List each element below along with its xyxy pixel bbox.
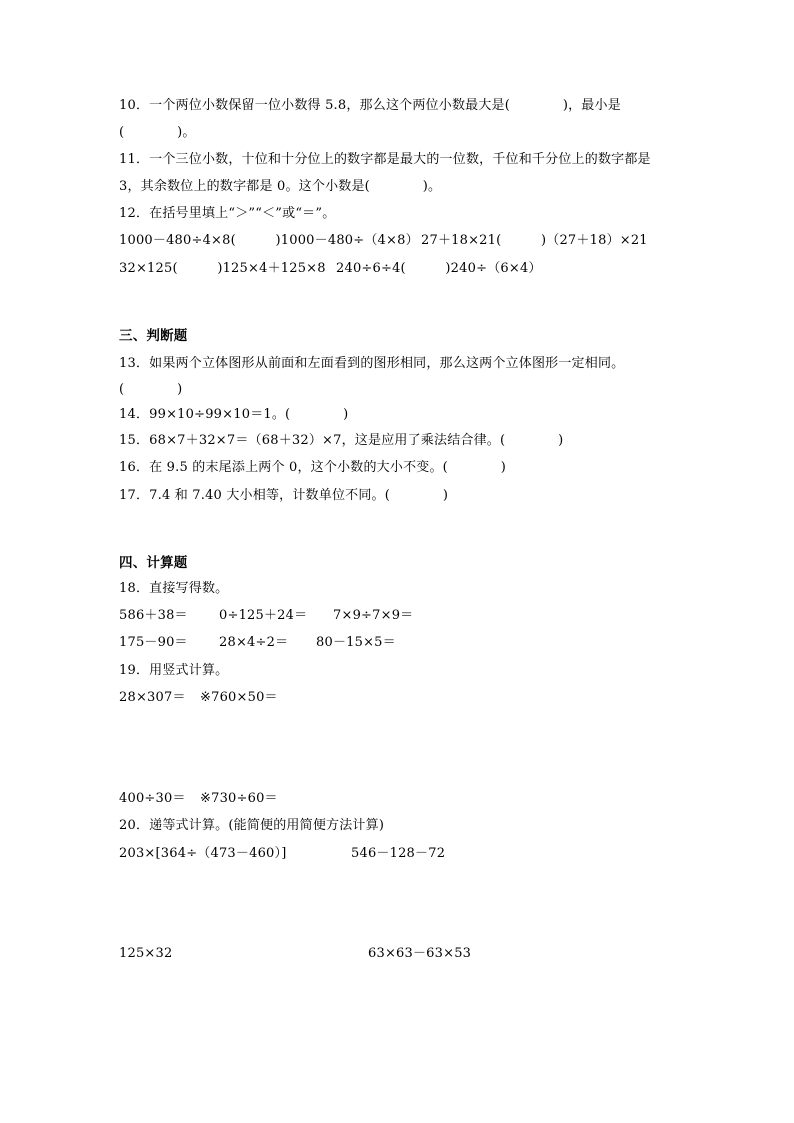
q20-item: 546－128－72 xyxy=(351,846,446,861)
section4-heading: 四、计算题 xyxy=(119,555,188,571)
q13-line2: ( ) xyxy=(119,382,183,397)
q11-line2: 3，其余数位上的数字都是 0。这个小数是( )。 xyxy=(119,179,442,194)
q20-title: 20．递等式计算。(能简便的用简便方法计算) xyxy=(119,818,385,833)
q13-line1: 13．如果两个立体图形从前面和左面看到的图形相同，那么这两个立体图形一定相同。 xyxy=(119,356,625,371)
q18-item: 175－90＝ xyxy=(119,635,188,650)
section3-heading: 三、判断题 xyxy=(119,328,188,344)
q11-line1: 11．一个三位小数，十位和十分位上的数字都是最大的一位数，千位和千分位上的数字都是 xyxy=(119,152,651,167)
q18-item: 28×4÷2＝ xyxy=(219,635,289,650)
q19-item: ※760×50＝ xyxy=(200,690,278,705)
q12-row1-right: 27＋18×21( )（27＋18）×21 xyxy=(421,233,648,248)
q12-row2-left: 32×125( )125×4＋125×8 xyxy=(119,261,326,276)
q19-title: 19．用竖式计算。 xyxy=(119,663,229,678)
q14: 14．99×10÷99×10＝1。( ) xyxy=(119,407,349,422)
q19-item: 28×307＝ xyxy=(119,690,186,705)
q18-title: 18．直接写得数。 xyxy=(119,581,229,596)
q20-item: 125×32 xyxy=(119,946,173,961)
q12-title: 12．在括号里填上“＞”“＜”或“＝”。 xyxy=(119,206,336,221)
q20-item: 203×[364÷（473－460）] xyxy=(119,846,287,861)
q18-item: 80－15×5＝ xyxy=(316,635,396,650)
q18-item: 7×9÷7×9＝ xyxy=(333,608,414,623)
q16: 16．在 9.5 的末尾添上两个 0，这个小数的大小不变。( ) xyxy=(119,460,507,475)
q19-item: ※730÷60＝ xyxy=(200,791,278,806)
q10-line1: 10．一个两位小数保留一位小数得 5.8，那么这个两位小数最大是( )，最小是 xyxy=(119,98,621,113)
q20-item: 63×63－63×53 xyxy=(368,946,472,961)
q10-line2: ( )。 xyxy=(119,125,196,140)
q19-item: 400÷30＝ xyxy=(119,791,186,806)
q12-row2-right: 240÷6÷4( )240÷（6×4） xyxy=(336,261,542,276)
q15: 15．68×7＋32×7＝（68＋32）×7，这是应用了乘法结合律。( ) xyxy=(119,433,564,448)
q18-item: 0÷125＋24＝ xyxy=(219,608,308,623)
q17: 17．7.4 和 7.40 大小相等，计数单位不同。( ) xyxy=(119,488,449,503)
q18-item: 586＋38＝ xyxy=(119,608,188,623)
q12-row1-left: 1000－480÷4×8( )1000－480÷（4×8） xyxy=(119,233,419,248)
